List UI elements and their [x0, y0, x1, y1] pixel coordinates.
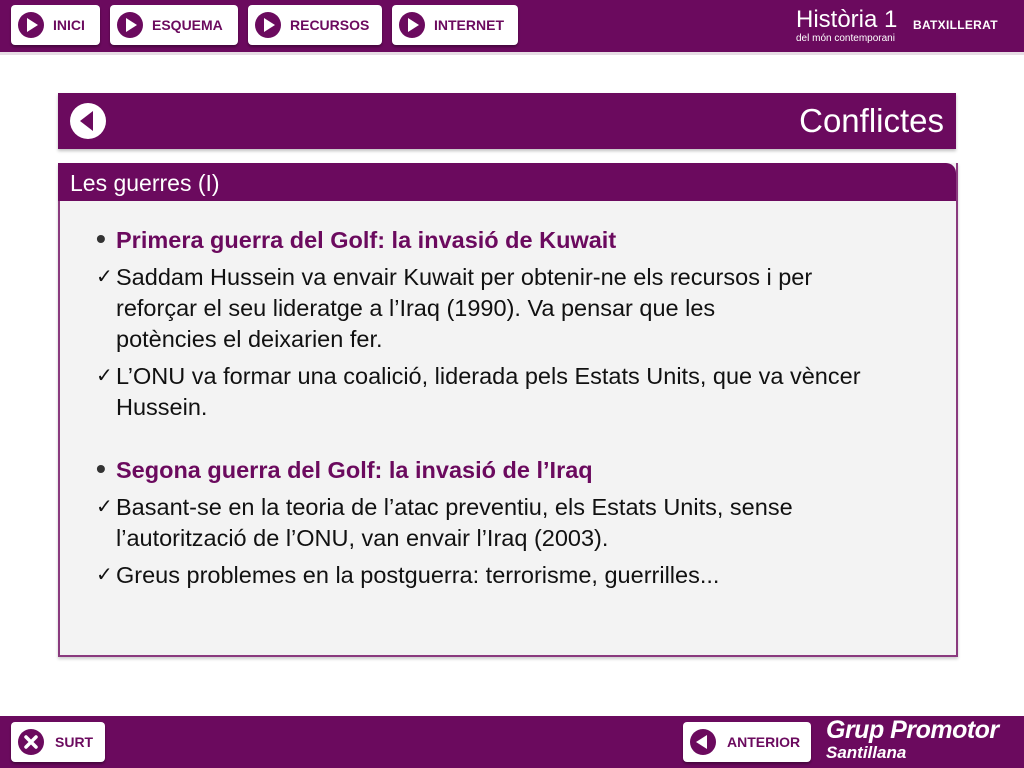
- section-banner: [58, 93, 956, 149]
- page-title: Conflictes: [799, 102, 944, 139]
- panel-header-label: Les guerres (I): [70, 170, 220, 196]
- play-icon: [254, 11, 282, 39]
- list-item: [96, 560, 946, 591]
- checkmark-icon: ✓: [96, 496, 113, 518]
- nav-inici-button[interactable]: [11, 5, 100, 45]
- brand-tag: BATXILLERAT: [913, 18, 998, 32]
- nav-recursos-button[interactable]: [248, 5, 382, 45]
- nav-internet-button[interactable]: [392, 5, 518, 45]
- nav-esquema-button[interactable]: [110, 5, 238, 45]
- nav-label: RECURSOS: [290, 17, 370, 33]
- checkmark-icon: ✓: [96, 564, 113, 586]
- nav-label: INICI: [53, 17, 85, 33]
- section-heading-text: Segona guerra del Golf: la invasió de l’Iraq: [116, 457, 593, 483]
- previous-label: ANTERIOR: [727, 734, 801, 750]
- back-button[interactable]: [66, 99, 110, 143]
- brand-subtitle: del món contemporani: [796, 33, 895, 44]
- top-bar-divider: [0, 52, 1024, 55]
- list-item-text: Basant-se en la teoria de l’atac preventiu, els Estats Units, sense l’autorització de l’ONU, van envair l’Iraq (2003).: [116, 494, 793, 551]
- checkmark-icon: ✓: [96, 266, 113, 288]
- list-item: [96, 361, 946, 423]
- bullet-icon: •: [96, 223, 106, 254]
- exit-label: SURT: [55, 734, 94, 750]
- bullet-icon: •: [96, 453, 106, 484]
- list-item-text: Greus problemes en la postguerra: terrorisme, guerrilles...: [116, 562, 720, 588]
- exit-button[interactable]: [11, 722, 105, 762]
- back-arrow-icon: [66, 130, 110, 147]
- play-icon: [398, 11, 426, 39]
- previous-button[interactable]: [683, 722, 811, 762]
- checkmark-icon: ✓: [96, 365, 113, 387]
- list-item-text: L’ONU va formar una coalició, liderada pels Estats Units, que va vèncer Hussein.: [116, 363, 861, 420]
- content-body: [96, 225, 946, 591]
- back-arrow-icon: [689, 728, 717, 756]
- close-icon: [17, 728, 45, 756]
- section-heading: [96, 455, 946, 486]
- brand-title: Història 1: [796, 6, 898, 33]
- nav-label: INTERNET: [434, 17, 504, 33]
- section-heading-text: Primera guerra del Golf: la invasió de Kuwait: [116, 227, 617, 253]
- list-item: [96, 492, 946, 554]
- section-heading: [96, 225, 946, 256]
- publisher-logo-line1: Grup Promotor: [826, 716, 999, 744]
- panel-header: [58, 163, 956, 201]
- nav-label: ESQUEMA: [152, 17, 223, 33]
- play-icon: [116, 11, 144, 39]
- publisher-logo-line2: Santillana: [826, 743, 907, 762]
- play-icon: [17, 11, 45, 39]
- list-item: [96, 262, 946, 355]
- list-item-text: Saddam Hussein va envair Kuwait per obtenir-ne els recursos i per reforçar el seu lideratge a l’Iraq (1990). Va pensar que les potències el deixarien fer.: [116, 264, 813, 352]
